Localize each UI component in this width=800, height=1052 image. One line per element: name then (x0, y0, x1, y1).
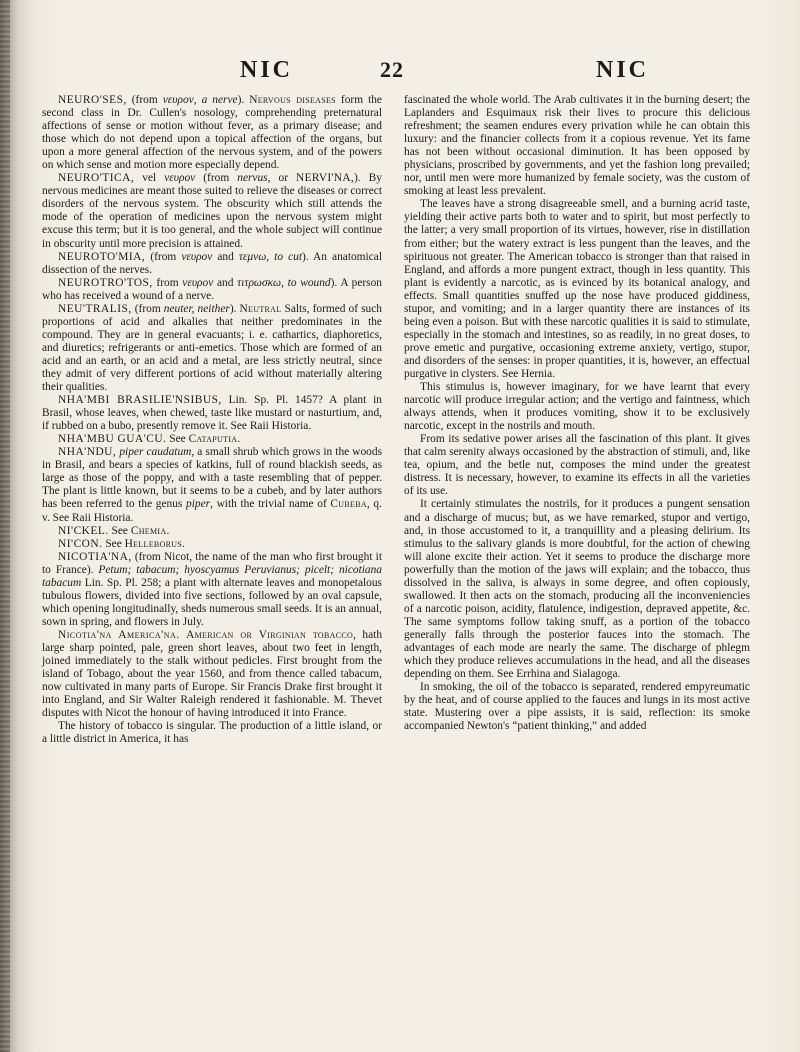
entry-headword: NEURO'TICA, (58, 172, 135, 185)
dictionary-entry (42, 433, 382, 446)
entry-headword: NI'CKEL. (58, 524, 109, 537)
left-text-column (42, 94, 382, 746)
header-left-word: NIC (240, 57, 294, 83)
dictionary-entry (42, 172, 382, 250)
dictionary-entry (42, 94, 382, 172)
italic-term: Petum; tabacum; hyoscyamus Peruvianus; picelt; nicotiana tabacum (42, 563, 382, 589)
entry-text: Lin. Sp. Pl. 1457? A plant in Brasil, whose leaves, when chewed, taste like mustard or nasturtium, and, if rubbed on a bubo, presently remove it. See Raii Historia. (42, 394, 382, 433)
entry-text: ). (229, 302, 240, 315)
entry-text: ). A person who has received a wound of a nerve. (42, 276, 383, 302)
small-caps-term: American or Virginian tobacco (186, 628, 354, 641)
small-caps-term: Helleborus. (124, 537, 186, 550)
small-caps-term: Neutral (239, 302, 282, 315)
entry-text: See (108, 524, 131, 537)
entry-text: , a small shrub which grows in the woods in Brasil, and bears a species of katkins, full of round blackish seeds, as large as those of the poppy, and with a taste resembling that of pepper. The plant is little known, but it seems to be a cubeb, and by later authors has been referred to the genus (42, 446, 383, 511)
italic-term: nervus (237, 172, 268, 185)
entry-text: (from Nicot, the name of the man who first brought it to France). (42, 550, 382, 576)
body-paragraph: fascinated the whole world. The Arab cultivates it in the burning desert; the Laplanders and Esquimaux risk their lives to procure this delicious refreshment; the seamen endures every privation while he can obtain this luxury: and the financier collects from it a copious revenue. Yet its fame has not been without occasional diminution. It has been opposed by physicians, proscribed by governments, and yet the fashion long prevailed; nor, until men were more humanized by female society, was the custom of smoking at least less prevalent. (404, 94, 750, 198)
entry-text: Lin. Sp. Pl. 258; a plant with alternate leaves and monopetalous tubulous flowers, divided into five sections, followed by an oval capsule, which opening longitudinally, sheds numerous small seeds. It is an annual, sown in spring, and flowers in July. (42, 576, 382, 628)
entry-headword: NI'CON. (58, 537, 103, 550)
dictionary-entry (42, 629, 382, 720)
entry-headword: NEUROTRO'TOS, (58, 276, 153, 289)
entry-headword: NEURO'SES, (58, 94, 127, 106)
entry-text: , q. v. See Raii Historia. (42, 498, 382, 524)
entry-text: ). (237, 94, 250, 106)
greek-term: τεμνω (238, 250, 267, 263)
entry-headword: NICOTIA'NA, (58, 550, 132, 563)
entry-headword: NHA'NDU, (58, 446, 117, 459)
small-caps-term: Chemia. (130, 524, 170, 537)
entry-text: , hath large sharp pointed, pale, green short leaves, about two feet in length, joined immediately to the stalk without pedicles. First brought from the island of Tobago, about the year 1560, and from thence called tabacum, now cultivated in many parts of Europe. Sir Francis Drake first brought it into England, and Sir Walter Raleigh rendered it fashionable. M. Thevet disputes with Nicot the honour of having introduced it into France. (42, 628, 383, 720)
entry-headword: NEUROTO'MIA, (58, 250, 146, 263)
entry-text: Salts, formed of such proportions of acid and alkalies that neither predominates in the compound. They are in general evacuants; i. e. cathartics, diaphoretics, and diuretics; refrigerants or anti-emetics. Those which are formed of an acid and an earth, or an acid and a metal, are less strictly neutral, since they admit of very different portions of acid without materially altering their qualities. (42, 302, 382, 394)
entry-headword: Nicotia'na America'na. (58, 628, 180, 641)
entry-text: vel (134, 172, 165, 185)
entry-text: , or (267, 172, 297, 185)
entry-text: See (166, 433, 189, 446)
dictionary-entry (42, 303, 382, 394)
dictionary-entry (42, 538, 382, 551)
italic-term: to wound (287, 276, 331, 289)
entry-text: and (212, 250, 239, 263)
dictionary-entry (42, 446, 382, 524)
entry-text: (from (131, 302, 164, 315)
italic-term: neuter, neither (163, 302, 230, 315)
page-binding-edge (0, 0, 10, 1052)
body-paragraph: This stimulus is, however imaginary, for we have learnt that every narcotic will produce irregular action; and the vertigo and faintness, which always attends, when it produces vomiting, show it to be exclusively narcotic, except in the nostrils and mouth. (404, 381, 750, 433)
small-caps-term: Cataputia. (188, 433, 241, 446)
entry-text: ). An anatomical dissection of the nerves. (42, 250, 382, 276)
entry-headword: NHA'MBU GUA'CU. (58, 433, 167, 446)
entry-text: , (266, 250, 275, 263)
small-caps-term: NERVI'NA, (296, 172, 354, 185)
entry-text: ). By nervous medicines are meant those suited to relieve the diseases or correct disorders of the nervous system. The obscurity which still attends the mode of the operation of medicines upon the nervous system might excuse this term; but it is too general, and the whole subject will continue in obscurity until more precision is attained. (42, 172, 382, 250)
entry-headword: NHA'MBI BRASILIE'NSIBUS, (58, 394, 222, 407)
body-paragraph: It certainly stimulates the nostrils, for it produces a pungent sensation and a discharge of mucus; but, as we have remarked, stupor and vertigo, and, in those accustomed to it, a tranquillity and a pleasing delirium. Its stimulus to the salivary glands is more doubtful, for the action of chewing will alone excite their action. Yet it seems to produce the discharge more powerfully than the motion of the jaws will explain; and the tobacco, thus dissolved in the saliva, is always in some degree, and often copiously, swallowed. It then acts on the stomach, producing all the inconveniencies of a narcotic poison, acidity, flatulence, indigestion, depraved appetite, &c. The same symptoms follow taking snuff, as a portion of the tobacco generally falls through the posterior fauces into the stomach. The advantages of each mode are nearly the same. The discharge of phlegm which they produce relieves accumulations in the head, and all the diseases depending on them. See Errhina and Sialagoga. (404, 498, 750, 681)
small-caps-term: Nervous diseases (249, 94, 336, 106)
entry-text: form the second class in Dr. Cullen's nosology, comprehending preternatural affections of sense or motion without fever, as a primary disease; and those which do not depend upon a topical affection of the organs, but upon a more general affection of the nervous system, and of the powers on which sense and motion more especially depend. (42, 94, 382, 172)
page-number: 22 (380, 57, 404, 82)
body-paragraph: From its sedative power arises all the fascination of this plant. It gives that calm serenity always occasioned by the abstraction of stimuli, and, like tea, opium, and the betle nut, composes the mind under the greatest distress. It is necessary, however, to examine its effects in all the varieties of its use. (404, 433, 750, 498)
entry-text: , (281, 276, 288, 289)
italic-term: to cut (274, 250, 302, 263)
greek-term: τιτρωσκω (237, 276, 282, 289)
entry-text: and (213, 276, 238, 289)
entry-text: The history of tobacco is singular. The production of a little island, or a little district in America, it has (42, 720, 382, 746)
dictionary-entry (42, 551, 382, 629)
entry-text: See (102, 537, 125, 550)
entry-text: (from (195, 172, 238, 185)
dictionary-entry (42, 251, 382, 277)
dictionary-entry (42, 394, 382, 433)
small-caps-term: Cubeba (330, 498, 367, 511)
greek-term: νευρον (164, 172, 196, 185)
right-text-column (404, 94, 750, 733)
entry-text: from (152, 276, 183, 289)
header-right-word: NIC (596, 57, 650, 83)
entry-text: (from (145, 250, 182, 263)
italic-term: piper caudatum (119, 446, 192, 459)
entry-text: (from (126, 94, 163, 106)
dictionary-entry (42, 720, 382, 746)
dictionary-entry (42, 277, 382, 303)
italic-term: piper (186, 498, 211, 511)
body-paragraph: In smoking, the oil of the tobacco is separated, rendered empyreumatic by the heat, and of course applied to the fauces and lungs in its most active state. Mustering over a pipe assists, it is said, reflection: its smoke accompanied Newton's “patient thinking,” and added (404, 681, 750, 733)
italic-term: a nerve (201, 94, 238, 106)
dictionary-entry (42, 525, 382, 538)
body-paragraph: The leaves have a strong disagreeable smell, and a burning acrid taste, yielding their active parts both to water and to spirit, but most perfectly to the latter; a very small proportion of its virtues, however, rise in distillation from either; but the watery extract is less pungent than the leaves, and the spirituous not greater. The American tobacco is stronger than that raised in England, and affords a more pungent extract, though in less quantity. This plant is evidently a narcotic, as is evinced by its botanical analogy, and effects. Small quantities snuffed up the nose have produced giddiness, stupor, and vomiting; and in a larger quantity there are instances of its being even a poison. But with these narcotic qualities it is said to stimulate, especially in the stomach and intestines, so as readily, in no great doses, to prove emetic and purgative, occasioning extreme anxiety, vertigo, stupor, and disorders of the senses: in proper quantities, it is, however, an effectual purgative in clysters. See Hernia. (404, 198, 750, 380)
entry-text: , with the trivial name of (210, 498, 331, 511)
greek-term: νευρον (182, 276, 214, 289)
greek-term: νευρον (162, 94, 194, 106)
entry-text: , (193, 94, 202, 106)
running-header (40, 56, 780, 86)
entry-headword: NEU'TRALIS, (58, 302, 132, 315)
greek-term: νευρον (181, 250, 213, 263)
